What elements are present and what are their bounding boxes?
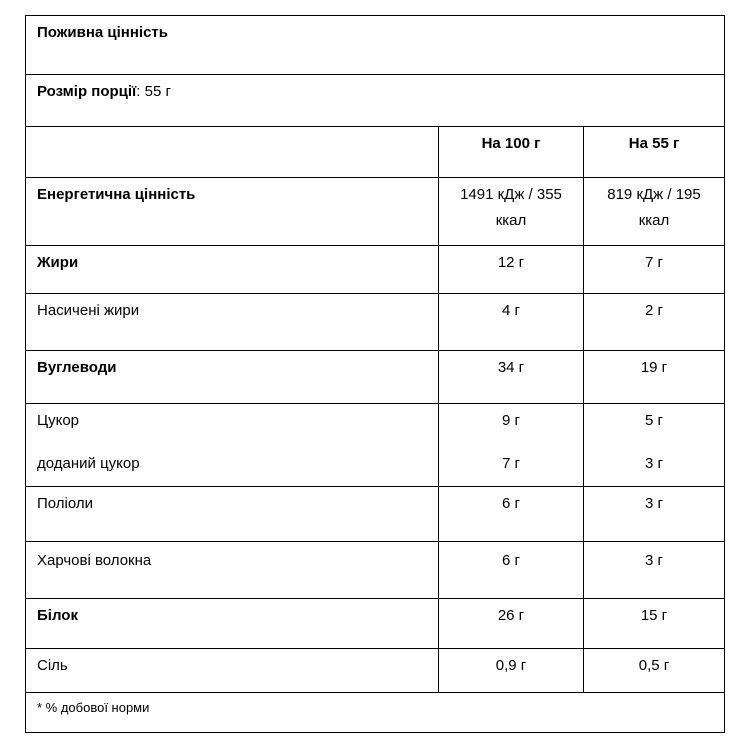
- table-row: [26, 350, 724, 403]
- row-polyols-55: 3 г: [583, 487, 724, 541]
- row-fat-55: 7 г: [583, 246, 724, 293]
- row-salt-55: 0,5 г: [583, 649, 724, 692]
- row-sugar-100: [438, 404, 583, 486]
- row-fat-100: 12 г: [438, 246, 583, 293]
- footnote: * % добової норми: [37, 700, 150, 715]
- sugar-label: Цукор: [37, 412, 80, 429]
- serving-size: [26, 75, 724, 126]
- footnote-row: [26, 692, 724, 732]
- header-row: [26, 126, 724, 177]
- row-fiber-label: Харчові волокна: [37, 552, 152, 569]
- energy-label: Енергетична цінність: [37, 186, 196, 203]
- header-empty: [26, 127, 438, 177]
- energy-55-line1: 819 кДж / 195: [607, 186, 701, 203]
- energy-per-100g: [438, 178, 583, 245]
- row-protein-55: 15 г: [583, 599, 724, 648]
- row-carbs-label: Вуглеводи: [37, 359, 117, 376]
- energy-row: [26, 177, 724, 245]
- table-row: [26, 403, 724, 486]
- row-sugar-label: [26, 404, 438, 486]
- row-fat-label: Жири: [37, 254, 79, 271]
- title-row: [26, 16, 724, 74]
- row-saturated-fat-label: Насичені жири: [37, 302, 140, 319]
- energy-55-line2: ккал: [638, 212, 670, 229]
- row-sugar-55: [583, 404, 724, 486]
- header-per-100g: На 100 г: [438, 127, 583, 177]
- row-protein-label: Білок: [37, 607, 78, 624]
- table-row: [26, 486, 724, 541]
- sugar-100: 9 г: [502, 412, 520, 429]
- row-carbs-55: 19 г: [583, 351, 724, 403]
- row-polyols-label: Поліоли: [37, 495, 94, 512]
- row-saturated-fat-55: 2 г: [583, 294, 724, 350]
- table-row: [26, 245, 724, 293]
- table-row: [26, 598, 724, 648]
- serving-sep: :: [136, 83, 141, 100]
- row-saturated-fat-100: 4 г: [438, 294, 583, 350]
- nutrition-table: [25, 15, 725, 733]
- sugar-55: 5 г: [645, 412, 663, 429]
- energy-100-line1: 1491 кДж / 355: [460, 186, 562, 203]
- serving-value: 55 г: [140, 83, 171, 100]
- serving-row: [26, 74, 724, 126]
- table-row: [26, 648, 724, 692]
- energy-per-55g: [583, 178, 724, 245]
- table-row: [26, 293, 724, 350]
- added-sugar-label: доданий цукор: [37, 455, 140, 472]
- table-title: Поживна цінність: [37, 24, 168, 41]
- row-protein-100: 26 г: [438, 599, 583, 648]
- row-fiber-100: 6 г: [438, 542, 583, 598]
- row-salt-label: Сіль: [37, 657, 68, 674]
- serving-label: Розмір порції: [37, 83, 137, 100]
- added-sugar-100: 7 г: [502, 455, 520, 472]
- row-carbs-100: 34 г: [438, 351, 583, 403]
- table-row: [26, 541, 724, 598]
- row-polyols-100: 6 г: [438, 487, 583, 541]
- row-salt-100: 0,9 г: [438, 649, 583, 692]
- header-per-55g: На 55 г: [583, 127, 724, 177]
- row-fiber-55: 3 г: [583, 542, 724, 598]
- added-sugar-55: 3 г: [645, 455, 663, 472]
- energy-100-line2: ккал: [495, 212, 527, 229]
